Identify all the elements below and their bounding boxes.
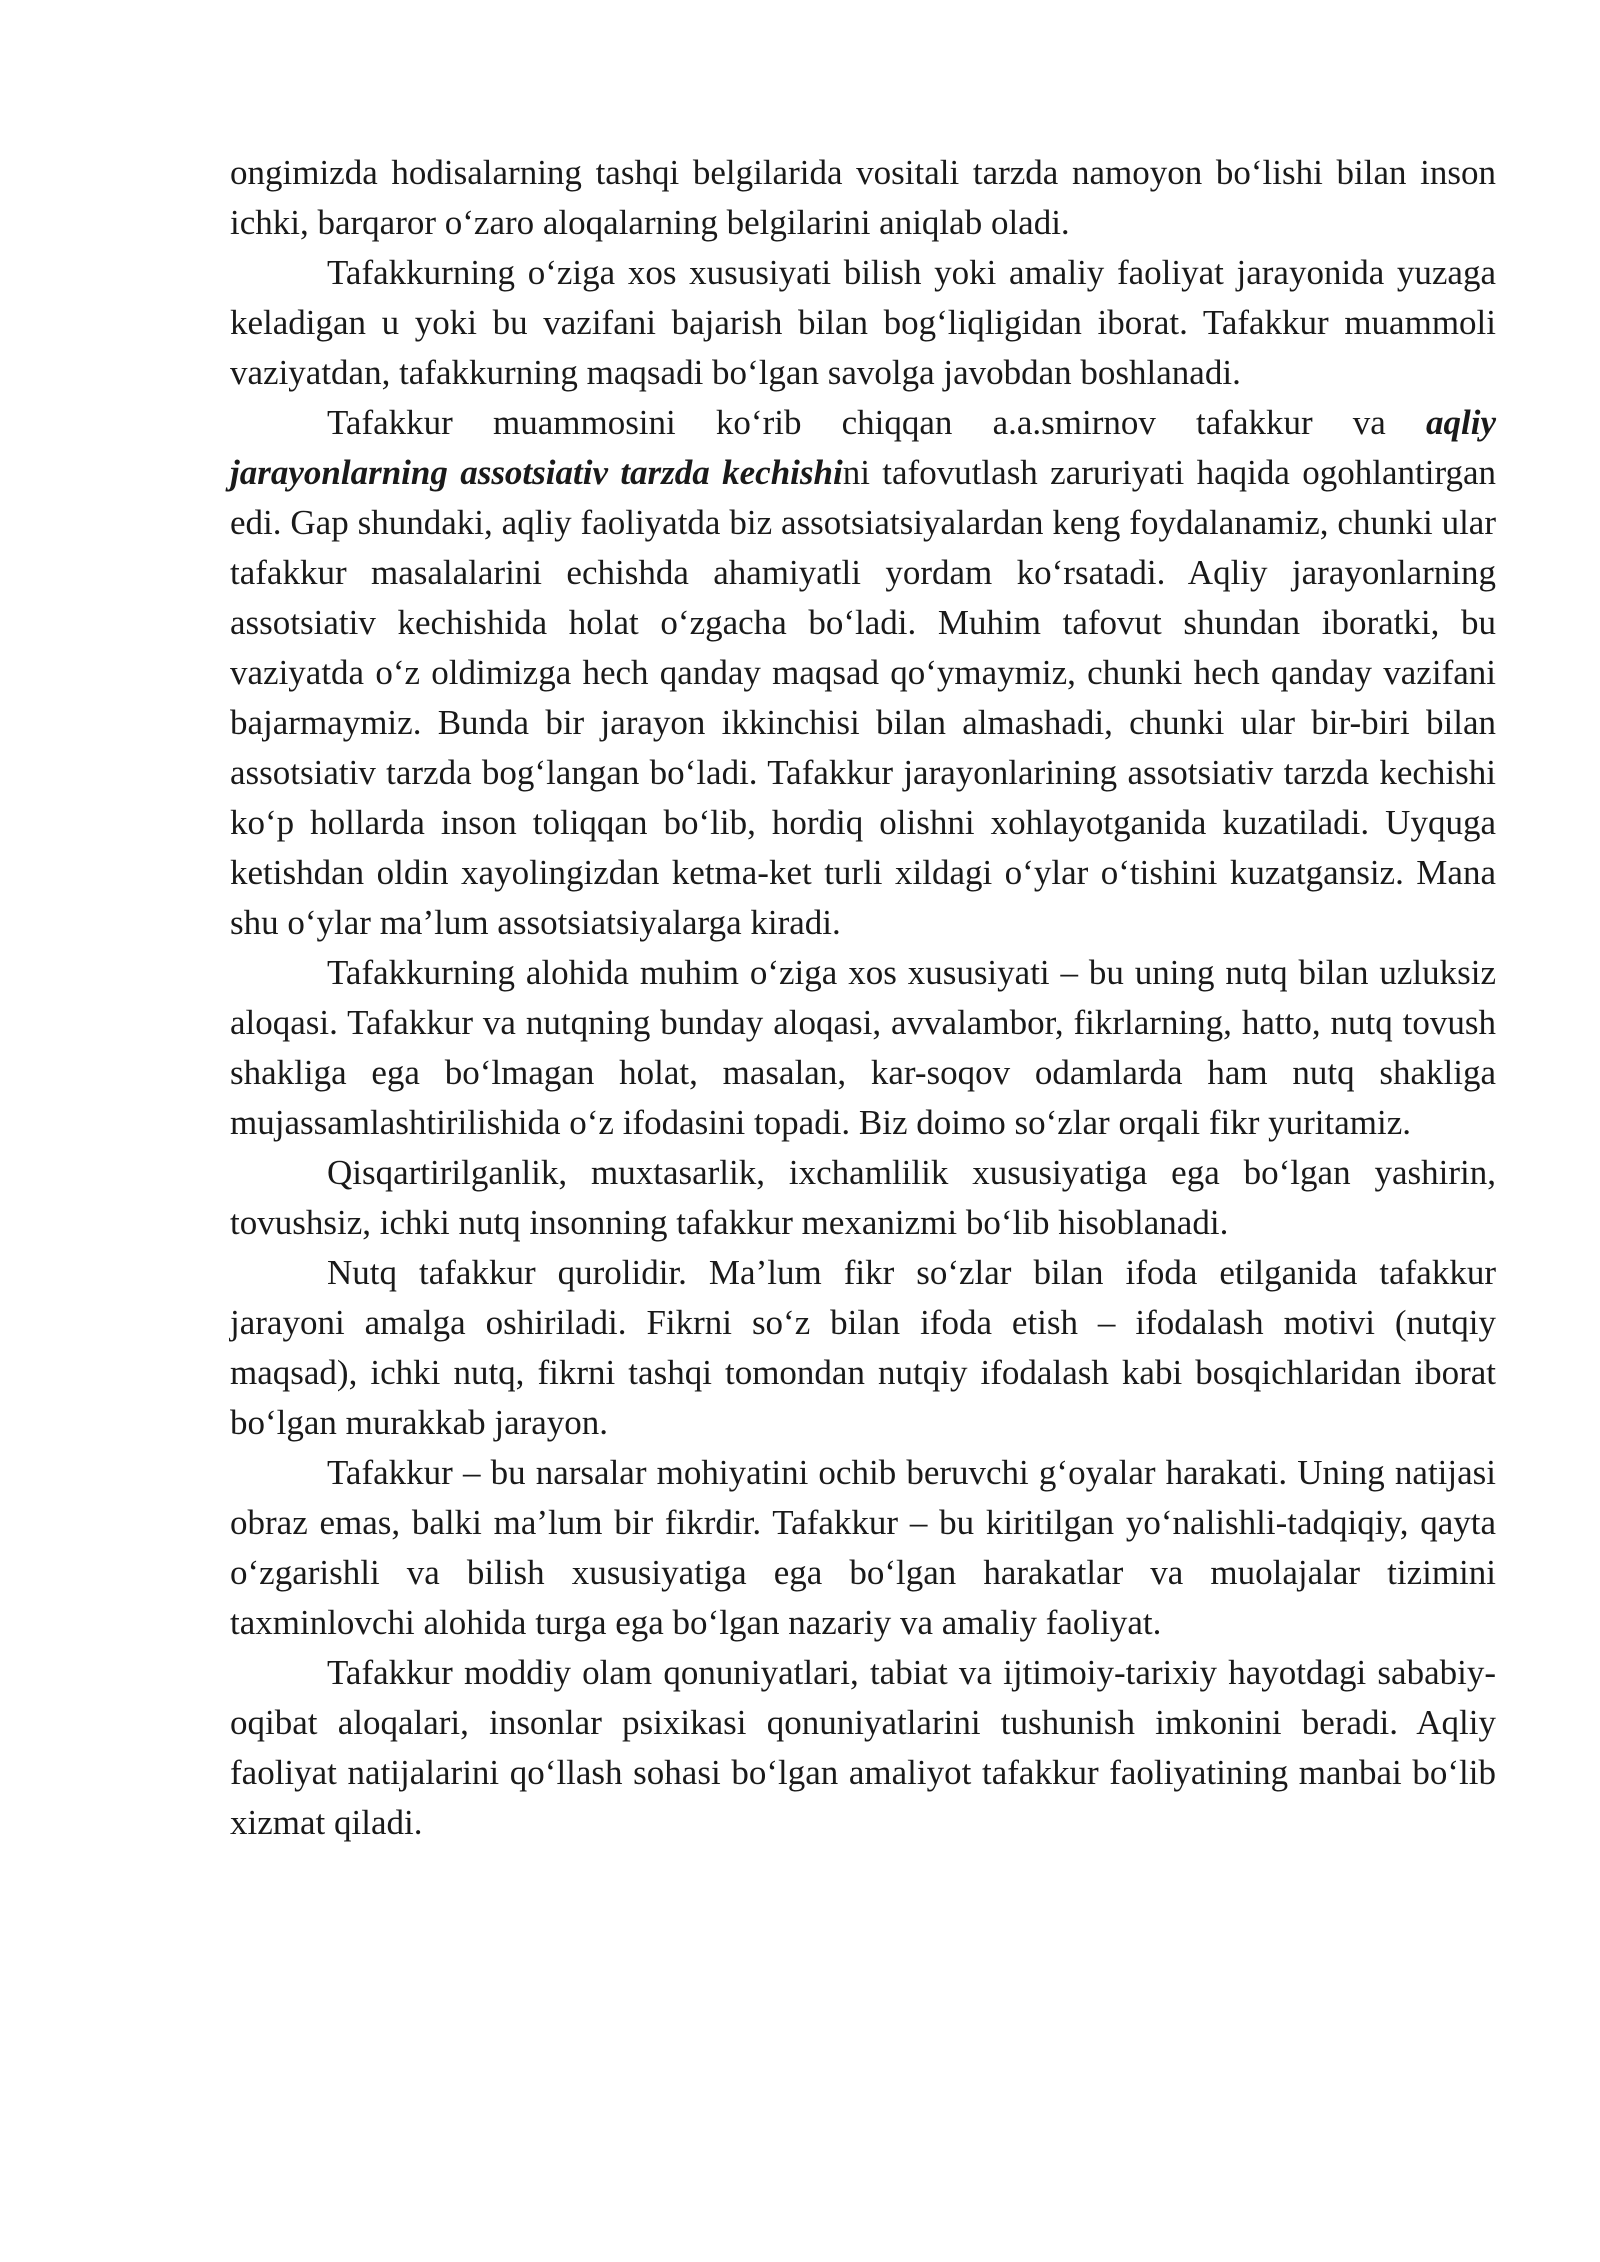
paragraph-1: ongimizda hodisalarning tashqi belgilarida vositali tarzda namoyon bo‘lishi bilan inson ichki, barqaror o‘zaro aloqalarning belgilarini aniqlab oladi.: [230, 153, 1496, 242]
paragraph-3: [230, 398, 1496, 948]
paragraph-2: Tafakkurning o‘ziga xos xususiyati bilish yoki amaliy faoliyat jarayonida yuzaga keladigan u yoki bu vazifani bajarish bilan bog‘liqligidan iborat. Tafakkur muammoli vaziyatdan, tafakkurning maqsadi bo‘lgan savolga javobdan boshlanadi.: [230, 253, 1496, 392]
paragraph-3-emphasis: aqliy jarayonlarning assotsiativ tarzda kechishi: [230, 403, 1496, 492]
paragraph-3-text-before: Tafakkur muammosini ko‘rib chiqqan a.a.smirnov tafakkur va: [327, 403, 1427, 442]
paragraph-4: Tafakkurning alohida muhim o‘ziga xos xususiyati – bu uning nutq bilan uzluksiz aloqasi. Tafakkur va nutqning bunday aloqasi, avvalambor, fikrlarning, hatto, nutq tovush shakliga ega bo‘lmagan holat, masalan, kar-soqov odamlarda ham nutq shakliga mujassamlashtirilishida o‘z ifodasini topadi. Biz doimo so‘zlar orqali fikr yuritamiz.: [230, 953, 1496, 1142]
paragraph-6: Nutq tafakkur qurolidir. Ma’lum fikr so‘zlar bilan ifoda etilganida tafakkur jarayoni amalga oshiriladi. Fikrni so‘z bilan ifoda etish – ifodalash motivi (nutqiy maqsad), ichki nutq, fikrni tashqi tomondan nutqiy ifodalash kabi bosqichlaridan iborat bo‘lgan murakkab jarayon.: [230, 1253, 1496, 1442]
paragraph-7: Tafakkur – bu narsalar mohiyatini ochib beruvchi g‘oyalar harakati. Uning natijasi obraz emas, balki ma’lum bir fikrdir. Tafakkur – bu kiritilgan yo‘nalishli-tadqiqiy, qayta o‘zgarishli va bilish xususiyatiga ega bo‘lgan harakatlar va muolajalar tizimini taxminlovchi alohida turga ega bo‘lgan nazariy va amaliy faoliyat.: [230, 1453, 1496, 1642]
document-page: [230, 148, 1496, 1848]
paragraph-5: Qisqartirilganlik, muxtasarlik, ixchamlilik xususiyatiga ega bo‘lgan yashirin, tovushsiz, ichki nutq insonning tafakkur mexanizmi bo‘lib hisoblanadi.: [230, 1153, 1496, 1242]
paragraph-8: Tafakkur moddiy olam qonuniyatlari, tabiat va ijtimoiy-tarixiy hayotdagi sababiy-oqibat aloqalari, insonlar psixikasi qonuniyatlarini tushunish imkonini beradi. Aqliy faoliyat natijalarini qo‘llash sohasi bo‘lgan amaliyot tafakkur faoliyatining manbai bo‘lib xizmat qiladi.: [230, 1653, 1496, 1842]
paragraph-3-text-after: ni tafovutlash zaruriyati haqida ogohlantirgan edi. Gap shundaki, aqliy faoliyatda biz assotsiatsiyalardan keng foydalanamiz, chunki ular tafakkur masalalarini echishda ahamiyatli yordam ko‘rsatadi. Aqliy jarayonlarning assotsiativ kechishida holat o‘zgacha bo‘ladi. Muhim tafovut shundan iboratki, bu vaziyatda o‘z oldimizga hech qanday maqsad qo‘ymaymiz, chunki hech qanday vazifani bajarmaymiz. Bunda bir jarayon ikkinchisi bilan almashadi, chunki ular bir-biri bilan assotsiativ tarzda bog‘langan bo‘ladi. Tafakkur jarayonlarining assotsiativ tarzda kechishi ko‘p hollarda inson toliqqan bo‘lib, hordiq olishni xohlayotganida kuzatiladi. Uyquga ketishdan oldin xayolingizdan ketma-ket turli xildagi o‘ylar o‘tishini kuzatgansiz. Mana shu o‘ylar ma’lum assotsiatsiyalarga kiradi.: [230, 453, 1496, 942]
